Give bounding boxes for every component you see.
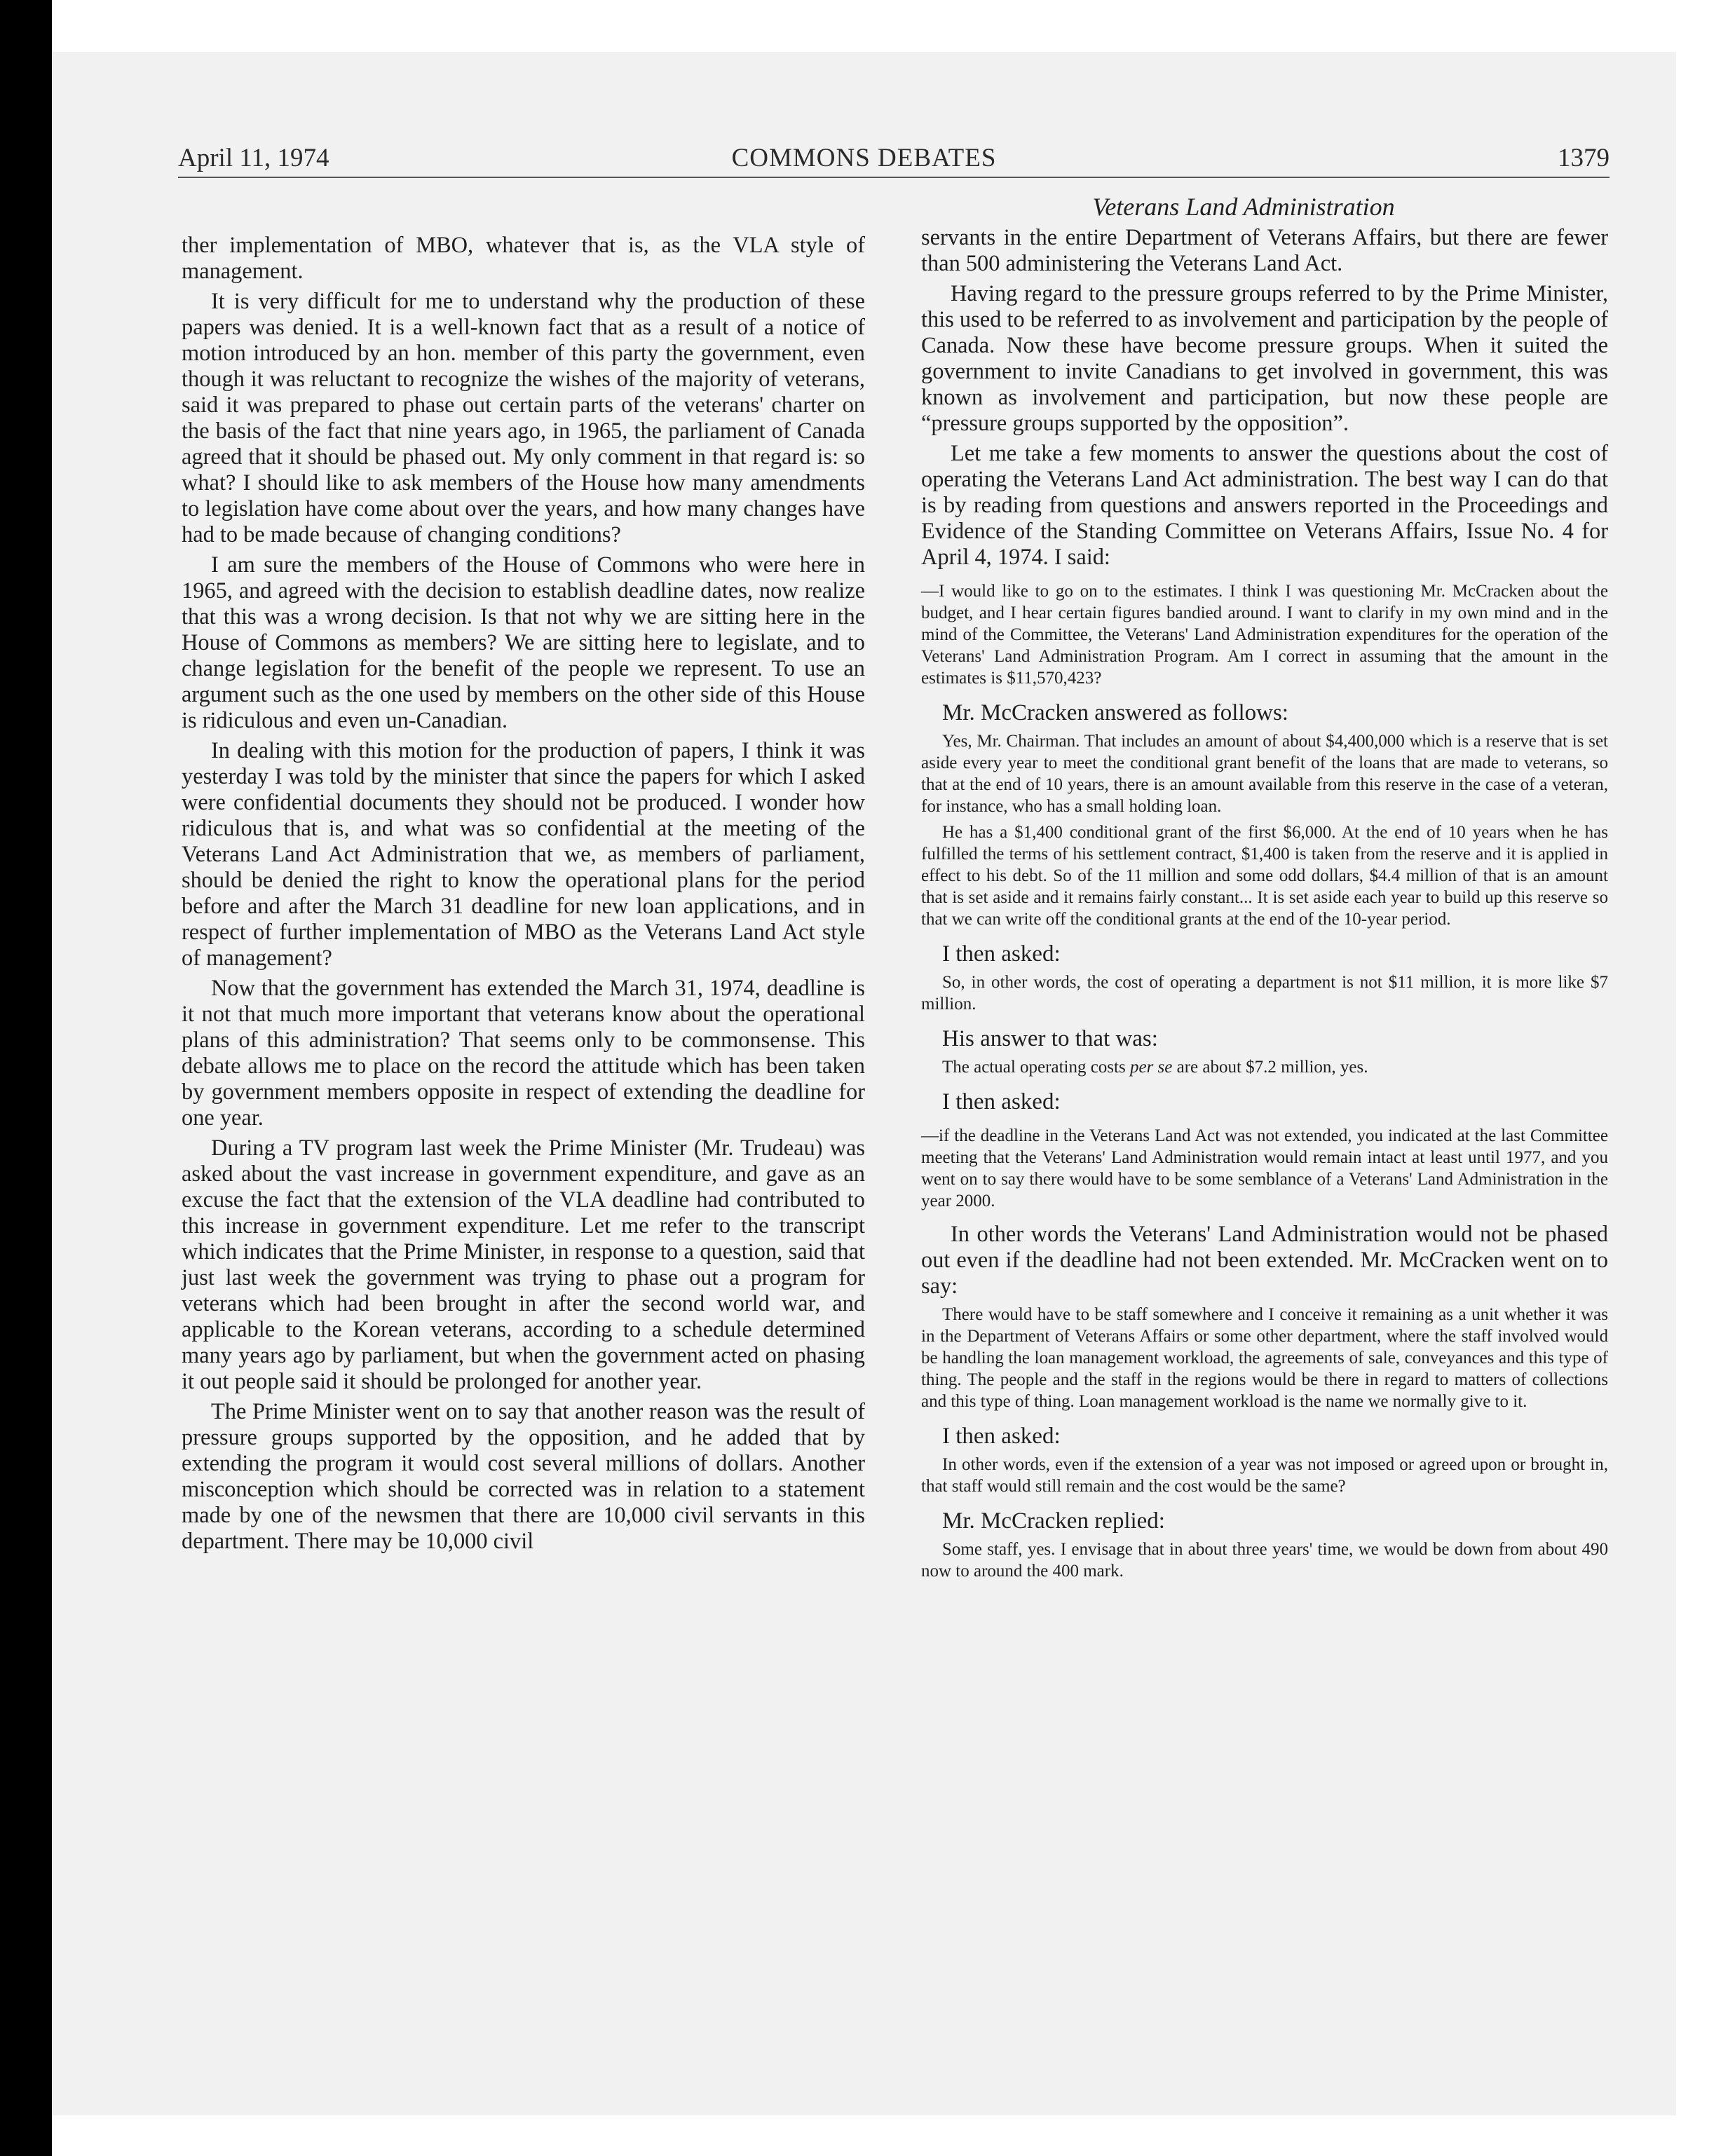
quote-text: The actual operating costs: [942, 1058, 1130, 1077]
paragraph: It is very difficult for me to understand why the production of these papers was denied. It is a well-known fact that as a result of a notice of motion introduced by an hon. member of this party the government, even though it was reluctant to recognize the wishes of the majority of veterans, said it was prepared to phase out certain parts of the veterans' charter on the basis of the fact that nine years ago, in 1965, the parliament of Canada agreed that it should be phased out. My only comment in that regard is: so what? I should like to ask members of the House how many amendments to legislation have come about over the years, and how many changes have had to be made because of changing conditions?: [182, 289, 865, 547]
quoted-testimony: Yes, Mr. Chairman. That includes an amount of about $4,400,000 which is a reserve that is set aside every year to meet the conditional grant benefit of the loans that are made to veterans, so that at the end of 10 years, there is an amount available from this reserve in the case of a veteran, for instance, who has a small holding loan.: [921, 732, 1608, 816]
speaker-line: His answer to that was:: [942, 1026, 1158, 1051]
header-date: April 11, 1974: [178, 144, 329, 172]
scan-top-margin: [52, 0, 1735, 52]
quoted-testimony: Some staff, yes. I envisage that in about three years' time, we would be down from about 490 now to around the 400 mark.: [921, 1540, 1608, 1581]
paragraph: In dealing with this motion for the production of papers, I think it was yesterday I was told by the minister that since the papers for which I asked were confidential documents they should not be produced. I wonder how ridiculous that is, and what was so confidential at the meeting of the Veterans Land Act Administration that we, as members of parliament, should be denied the right to know the operational plans for the period before and after the March 31 deadline for new loan applications, and in respect of further implementation of MBO as the Veterans Land Act style of management?: [182, 738, 865, 971]
paragraph: I am sure the members of the House of Commons who were here in 1965, and agreed with the decision to establish deadline dates, now realize that this was a wrong decision. Is that not why we are sitting here in the House of Commons as members? We are sitting here to legislate, and to change legislation for the benefit of the people we represent. To use an argument such as the one used by members on the other side of this House is ridiculous and even un-Canadian.: [182, 552, 865, 733]
right-column: [921, 225, 1608, 1586]
section-title: Veterans Land Administration: [1092, 193, 1395, 221]
header-page-number: 1379: [1558, 144, 1610, 172]
quoted-testimony: So, in other words, the cost of operating a department is not $11 million, it is more like $7 million.: [921, 973, 1608, 1014]
paragraph: servants in the entire Department of Veterans Affairs, but there are fewer than 500 administering the Veterans Land Act.: [921, 225, 1608, 276]
quote-text: are about $7.2 million, yes.: [1172, 1058, 1368, 1077]
paragraph: The Prime Minister went on to say that another reason was the result of pressure groups supported by the opposition, and he added that by extending the program it would cost several millions of dollars. Another misconception which should be corrected was in relation to a statement made by one of the newsmen that there are 10,000 civil servants in this department. There may be 10,000 civil: [182, 1399, 865, 1554]
header-publication: COMMONS DEBATES: [731, 144, 997, 172]
quoted-testimony: [921, 1056, 1608, 1078]
speaker-line: Mr. McCracken answered as follows:: [942, 700, 1288, 725]
speaker-line: I then asked:: [942, 1089, 1061, 1114]
quoted-testimony: In other words, even if the extension of a year was not imposed or agreed upon or brought in, that staff would still remain and the cost would be the same?: [921, 1455, 1608, 1496]
scan-bottom-margin: [52, 2115, 1735, 2156]
paragraph: Having regard to the pressure groups referred to by the Prime Minister, this used to be referred to as involvement and participation by the people of Canada. Now these have become pressure groups. When it suited the government to invite Canadians to get involved in government, this was known as involvement and participation, but now these people are “pressure groups supported by the opposition”.: [921, 281, 1608, 436]
speaker-line: I then asked:: [942, 941, 1061, 967]
paragraph: Let me take a few moments to answer the questions about the cost of operating the Veterans Land Act administration. The best way I can do that is by reading from questions and answers reported in the Proceedings and Evidence of the Standing Committee on Veterans Affairs, Issue No. 4 for April 4, 1974. I said:: [921, 441, 1608, 570]
quote-emphasis: per se: [1129, 1058, 1173, 1077]
speaker-line: I then asked:: [942, 1424, 1061, 1449]
paragraph: Now that the government has extended the March 31, 1974, deadline is it not that much more important that veterans know about the operational plans of this administration? That seems only to be commonsense. This debate allows me to place on the record the attitude which has been taken by government members opposite in respect of extending the deadline for one year.: [182, 976, 865, 1131]
quoted-testimony: He has a $1,400 conditional grant of the first $6,000. At the end of 10 years when he has fulfilled the terms of his settlement contract, $1,400 is taken from the reserve and it is applied in effect to his debt. So of the 11 million and some odd dollars, $4.4 million of that is an amount that is set aside and it remains fairly constant... It is set aside each year to build up this reserve so that we can write off the conditional grants at the end of the 10-year period.: [921, 823, 1608, 929]
header-rule: [178, 177, 1610, 178]
speaker-line: Mr. McCracken replied:: [942, 1508, 1165, 1534]
paragraph: ther implementation of MBO, whatever that is, as the VLA style of management.: [182, 233, 865, 284]
quoted-testimony: There would have to be staff somewhere and I conceive it remaining as a unit whether it was in the Department of Veterans Affairs or some other department, where the staff involved would be handling the loan management workload, the agreements of sale, conveyances and this type of thing. The people and the staff in the regions would be there in regard to matters of collections and this type of thing. Loan management workload is the name we normally give to it.: [921, 1305, 1608, 1411]
scan-right-margin: [1676, 0, 1735, 2156]
quoted-testimony: —I would like to go on to the estimates. I think I was questioning Mr. McCracken about the budget, and I hear certain figures bandied around. I want to clarify in my own mind and in the mind of the Committee, the Veterans' Land Administration expenditures for the operation of the Veterans' Land Administration Program. Am I correct in assuming that the amount in the estimates is $11,570,423?: [921, 582, 1608, 688]
paragraph: During a TV program last week the Prime Minister (Mr. Trudeau) was asked about the vast increase in government expenditure, and gave as an excuse the fact that the extension of the VLA deadline had contributed to this increase in government expenditure. Let me refer to the transcript which indicates that the Prime Minister, in response to a question, said that just last week the government was trying to phase out a program for veterans which had been brought in after the second world war, and applicable to the Korean veterans, according to a schedule determined many years ago by parliament, but when the government acted on phasing it out people said it should be prolonged for another year.: [182, 1135, 865, 1394]
quoted-testimony: —if the deadline in the Veterans Land Act was not extended, you indicated at the last Committee meeting that the Veterans' Land Administration would remain intact at least until 1977, and you went on to say there would have to be some semblance of a Veterans' Land Administration in the year 2000.: [921, 1126, 1608, 1210]
scan-left-border: [0, 0, 52, 2156]
left-column: [182, 233, 865, 1555]
document-page: [52, 52, 1676, 2115]
paragraph: In other words the Veterans' Land Administration would not be phased out even if the deadline had not been extended. Mr. McCracken went on to say:: [921, 1222, 1608, 1299]
